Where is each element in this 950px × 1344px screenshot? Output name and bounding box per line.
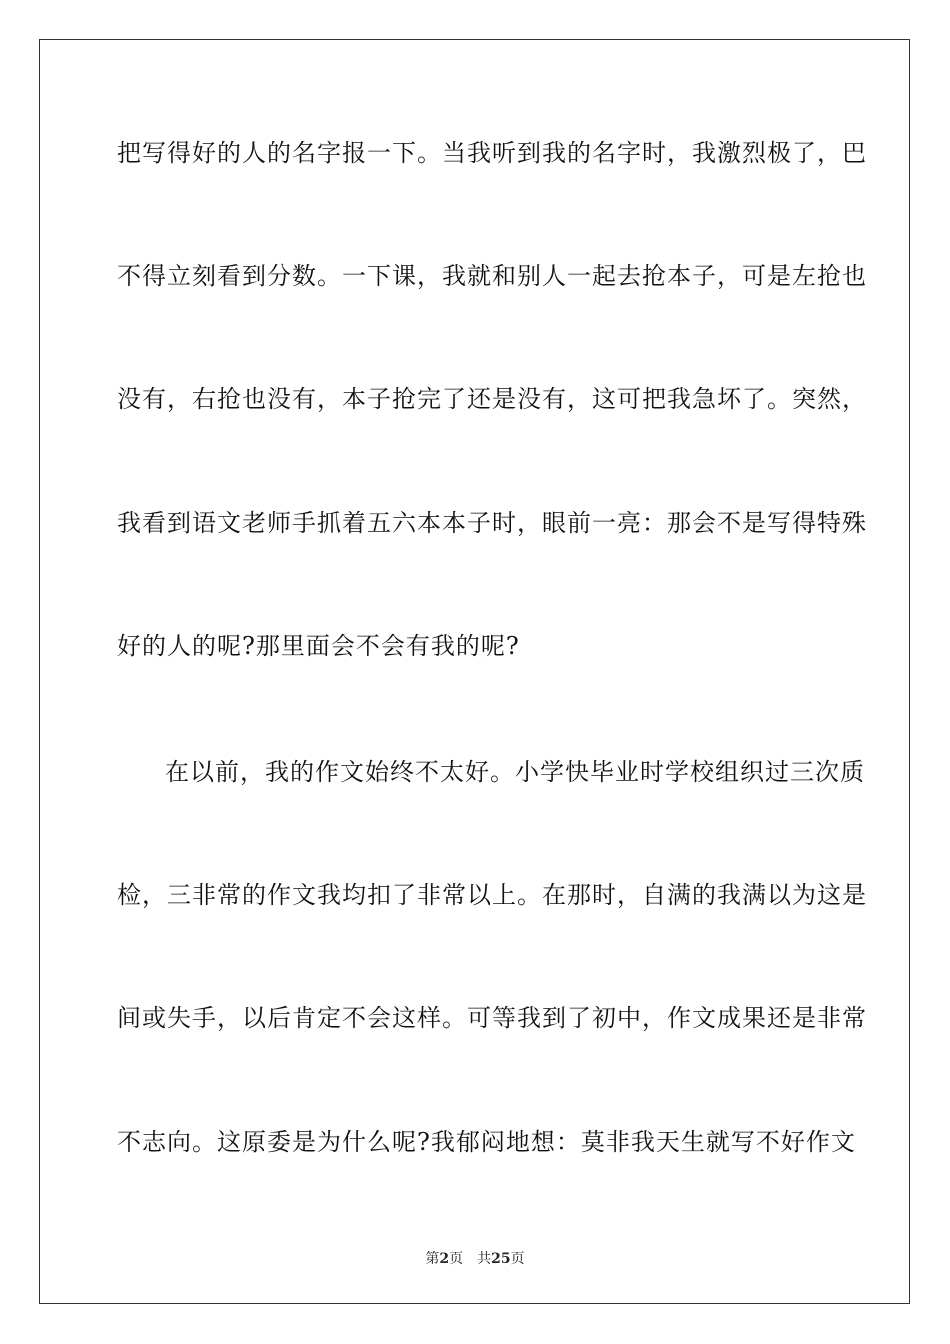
- text-line: 我看到语文老师手抓着五六本本子时，眼前一亮：那会不是写得特殊: [117, 509, 867, 537]
- total-suffix: 页: [510, 1251, 525, 1267]
- page-border: [39, 39, 910, 1304]
- text-line: 间或失手，以后肯定不会这样。可等我到了初中，作文成果还是非常: [117, 1004, 867, 1032]
- text-line: 检，三非常的作文我均扣了非常以上。在那时，自满的我满以为这是: [117, 881, 867, 909]
- text-line: 没有，右抢也没有，本子抢完了还是没有，这可把我急坏了。突然，: [117, 385, 867, 413]
- total-pages-number: 25: [491, 1251, 511, 1267]
- text-line: 把写得好的人的名字报一下。当我听到我的名字时，我激烈极了，巴: [117, 139, 867, 167]
- total-prefix: 共: [477, 1251, 492, 1267]
- paragraph-first-line: 在以前，我的作文始终不太好。小学快毕业时学校组织过三次质: [165, 758, 865, 786]
- page-footer: [0, 1250, 950, 1268]
- text-line: 好的人的呢?那里面会不会有我的呢?: [117, 632, 520, 660]
- page-prefix: 第: [425, 1251, 440, 1267]
- page-suffix: 页: [449, 1251, 464, 1267]
- text-line: 不得立刻看到分数。一下课，我就和别人一起去抢本子，可是左抢也: [117, 262, 867, 290]
- current-page-number: 2: [439, 1251, 450, 1267]
- text-line: 不志向。这原委是为什么呢?我郁闷地想：莫非我天生就写不好作文: [117, 1128, 856, 1156]
